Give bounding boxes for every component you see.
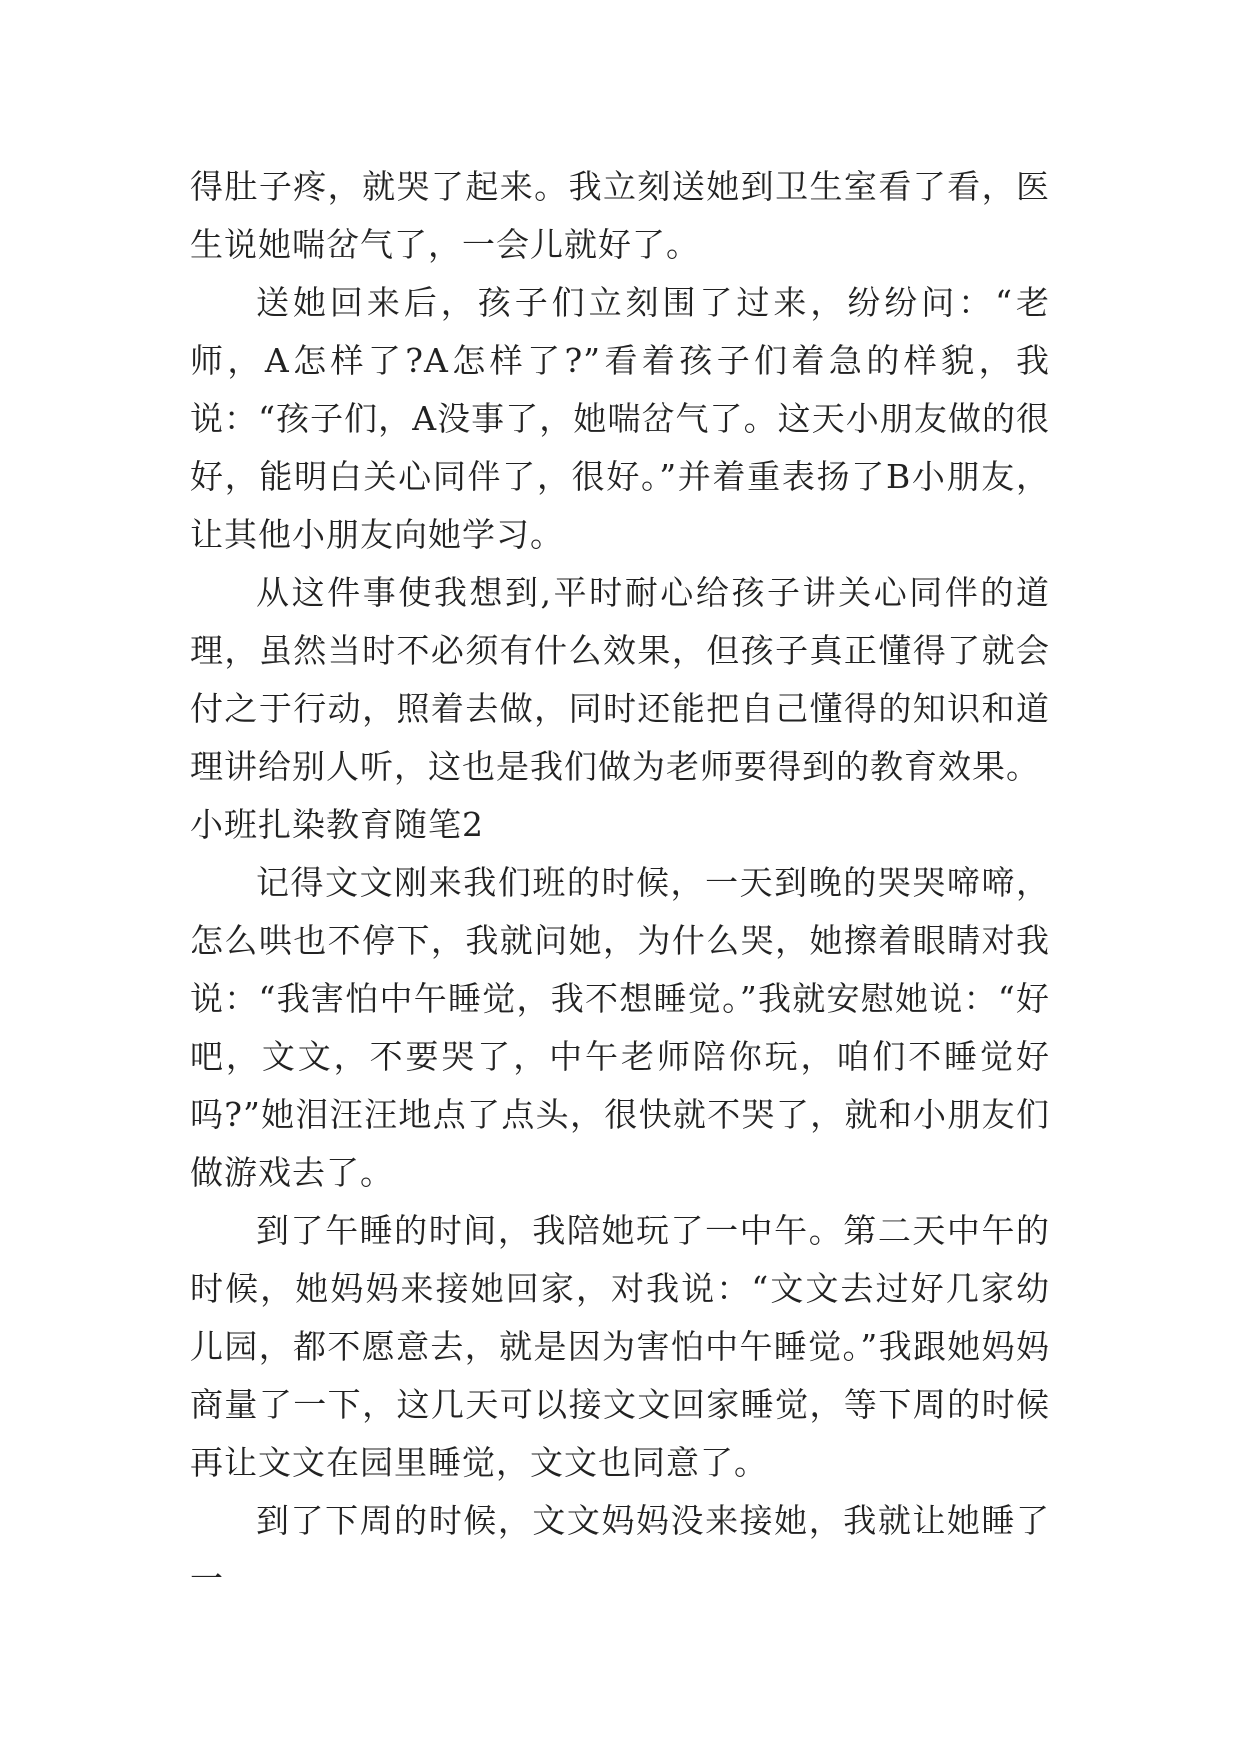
paragraph: 到了午睡的时间，我陪她玩了一中午。第二天中午的时候，她妈妈来接她回家，对我说：“文文去过好几家幼儿园，都不愿意去，就是因为害怕中午睡觉。”我跟她妈妈商量了一下，这几天可以接文文回家睡觉，等下周的时候再让文文在园里睡觉，文文也同意了。	[190, 1211, 1050, 1482]
paragraph: 从这件事使我想到,平时耐心给孩子讲关心同伴的道理，虽然当时不必须有什么效果，但孩子真正懂得了就会付之于行动，照着去做，同时还能把自己懂得的知识和道理讲给别人听，这也是我们做为老师要得到的教育效果。	[190, 573, 1050, 786]
paragraph: 送她回来后，孩子们立刻围了过来，纷纷问：“老师，A怎样了?A怎样了?”看着孩子们着急的样貌，我说：“孩子们，A没事了，她喘岔气了。这天小朋友做的很好，能明白关心同伴了，很好。”并着重表扬了B小朋友，让其他小朋友向她学习。	[190, 283, 1050, 554]
document-body	[190, 158, 1050, 1608]
paragraph: 记得文文刚来我们班的时候，一天到晚的哭哭啼啼，怎么哄也不停下，我就问她，为什么哭，她擦着眼睛对我说：“我害怕中午睡觉，我不想睡觉。”我就安慰她说：“好吧，文文，不要哭了，中午老师陪你玩，咱们不睡觉好吗?”她泪汪汪地点了点头，很快就不哭了，就和小朋友们做游戏去了。	[190, 863, 1050, 1192]
section-title: 小班扎染教育随笔2	[190, 805, 484, 844]
paragraph-continuation: 得肚子疼，就哭了起来。我立刻送她到卫生室看了看，医生说她喘岔气了，一会儿就好了。	[190, 167, 1050, 264]
paragraph: 到了下周的时候，文文妈妈没来接她，我就让她睡了一	[190, 1501, 1050, 1598]
